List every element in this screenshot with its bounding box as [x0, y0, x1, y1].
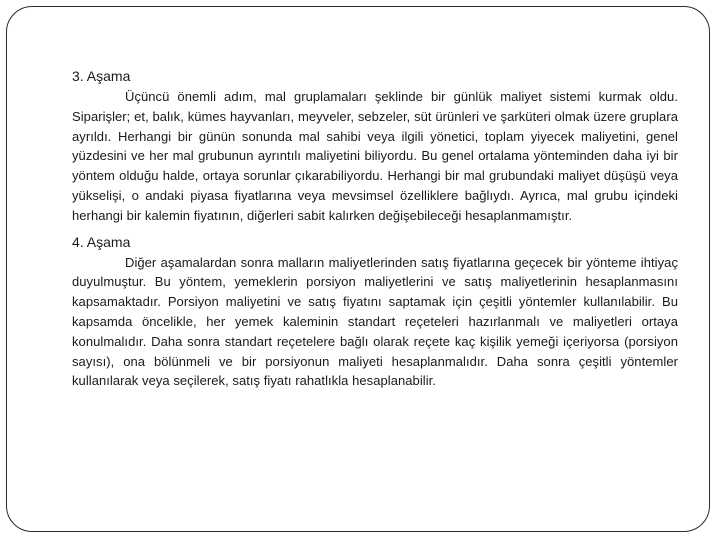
section-body-stage-3: Üçüncü önemli adım, mal gruplamaları şeklinde bir günlük maliyet sistemi kurmak oldu. Siparişler; et, balık, kümes hayvanları, meyveler, sebzeler, süt ürünleri ve şarküteri olmak üzere gruplara ayrıldı. Herhangi bir günün sonunda mal sahibi veya ilgili yönetici, toplam yiyecek maliyetini, genel yüzdesini ve her mal grubunun ayrıntılı maliyetini biliyordu. Bu genel ortalama yönteminden daha iyi bir yöntem olduğu halde, ortaya sorunlar çıkarabiliyordu. Herhangi bir mal grubundaki maliyet düşüşü veya yükselişi, o andaki piyasa fiyatlarına veya mevsimsel özelliklere bağlıydı. Ayrıca, mal grubu içindeki herhangi bir kalemin fiyatının, diğerleri sabit kalırken değişebileceği hesaplanmamıştır. — [72, 89, 678, 223]
slide-content — [72, 65, 678, 396]
section-body-stage-4: Diğer aşamalardan sonra malların maliyetlerinden satış fiyatlarına geçecek bir yönteme ihtiyaç duyulmuştur. Bu yöntem, yemeklerin porsiyon maliyetlerini ve satış maliyetlerinin hesaplanmasını kapsamaktadır. Porsiyon maliyetini ve satış fiyatını saptamak için çeşitli yöntemler kullanılabilir. Bu kapsamda öncelikle, her yemek kaleminin standart reçeteleri hazırlanmalı ve maliyetleri ortaya konulmalıdır. Daha sonra standart reçetelere bağlı olarak reçete kaç kişilik yemeği içeriyorsa (porsiyon sayısı), ona bölünmeli ve bir porsiyonun maliyeti hesaplanmalıdır. Daha sonra çeşitli yöntemler kullanılarak veya seçilerek, satış fiyatı rahatlıkla hesaplanabilir. — [72, 254, 678, 389]
section-heading-stage-4: 4. Aşama — [72, 233, 131, 250]
section-heading-stage-3: 3. Aşama — [72, 68, 131, 84]
slide-frame — [6, 6, 710, 532]
